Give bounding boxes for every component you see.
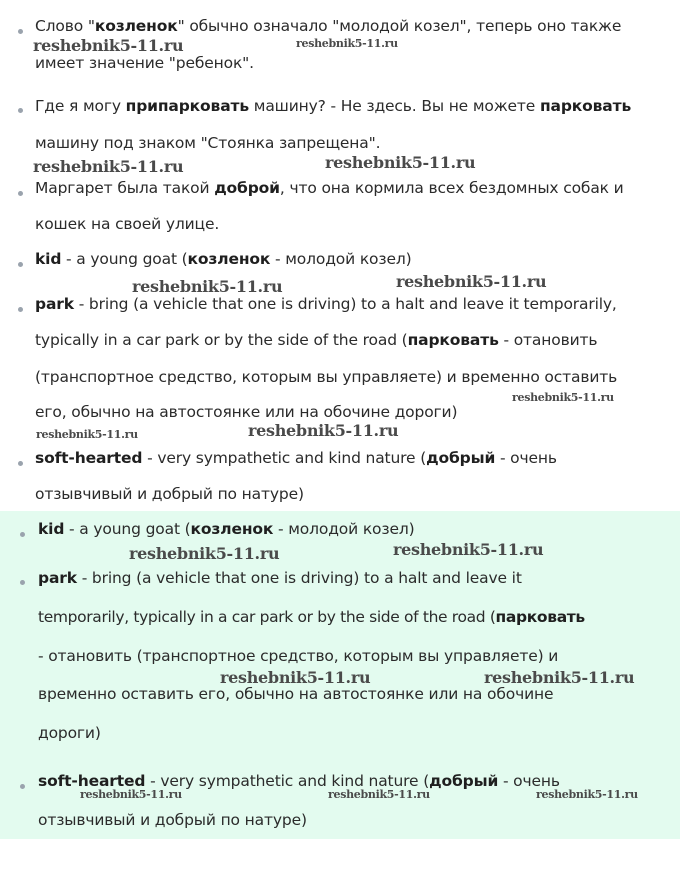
bullet-icon [20,532,25,537]
bold-term: козленок [187,250,271,268]
text-line: - отановить (транспортное средство, которым вы управляете) и [38,647,559,665]
bullet-icon [18,108,23,113]
bold-term: парковать [495,608,585,626]
text-line: park - bring (a vehicle that one is driving) to a halt and leave it temporarily, [35,295,617,313]
text-line: Слово "козленок" обычно означало "молодой козел", теперь оно также [35,17,622,35]
watermark: reshebnik5-11.ru [484,668,635,687]
text-line: имеет значение "ребенок". [35,54,254,72]
text-line: kid - a young goat (козленок - молодой козел) [38,520,415,538]
bold-term: park [38,569,77,587]
text-line: (транспортное средство, которым вы управляете) и временно оставить [35,368,618,386]
text-line: park - bring (a vehicle that one is driving) to a halt and leave it [38,569,522,587]
bold-term: добрый [429,772,499,790]
bullet-icon [18,29,23,34]
bold-term: парковать [407,331,499,349]
bold-term: kid [38,520,65,538]
text-line: машину под знаком "Стоянка запрещена". [35,134,381,152]
text-line: soft-hearted - very sympathetic and kind nature (добрый - очень [35,449,557,467]
text-line: временно оставить его, обычно на автостоянке или на обочине [38,685,554,703]
watermark: reshebnik5-11.ru [512,391,614,404]
bold-term: козленок [94,17,178,35]
watermark: reshebnik5-11.ru [80,788,182,801]
bullet-icon [20,580,25,585]
watermark: reshebnik5-11.ru [536,788,638,801]
bold-term: kid [35,250,62,268]
bullet-icon [18,461,23,466]
text-line: Где я могу припарковать машину? - Не здесь. Вы не можете парковать [35,97,632,115]
text-line: кошек на своей улице. [35,215,220,233]
watermark: reshebnik5-11.ru [33,36,184,55]
watermark: reshebnik5-11.ru [36,428,138,441]
bold-term: park [35,295,74,313]
bold-term: soft-hearted [35,449,143,467]
watermark: reshebnik5-11.ru [132,277,283,296]
bold-term: парковать [539,97,632,115]
watermark: reshebnik5-11.ru [325,153,476,172]
watermark: reshebnik5-11.ru [129,544,280,563]
text-line: Маргарет была такой доброй, что она кормила всех бездомных собак и [35,179,624,197]
text-line: дороги) [38,724,101,742]
text-line: отзывчивый и добрый по натуре) [35,485,304,503]
watermark: reshebnik5-11.ru [33,157,184,176]
text-line: kid - a young goat (козленок - молодой козел) [35,250,412,268]
text-line: его, обычно на автостоянке или на обочине дороги) [35,403,458,421]
text-line: soft-hearted - very sympathetic and kind nature (добрый - очень [38,772,560,790]
bullet-icon [18,262,23,267]
bold-term: добрый [426,449,496,467]
bold-term: soft-hearted [38,772,146,790]
bullet-icon [18,307,23,312]
watermark: reshebnik5-11.ru [396,272,547,291]
text-line: отзывчивый и добрый по натуре) [38,811,307,829]
watermark: reshebnik5-11.ru [328,788,430,801]
watermark: reshebnik5-11.ru [248,421,399,440]
bold-term: доброй [214,179,280,197]
watermark: reshebnik5-11.ru [393,540,544,559]
text-line: temporarily, typically in a car park or by the side of the road (парковать [38,608,585,626]
watermark: reshebnik5-11.ru [220,668,371,687]
bold-term: козленок [190,520,274,538]
bullet-icon [18,191,23,196]
text-line: typically in a car park or by the side of the road (парковать - отановить [35,331,598,349]
watermark: reshebnik5-11.ru [296,37,398,50]
bullet-icon [20,784,25,789]
bold-term: припарковать [125,97,250,115]
